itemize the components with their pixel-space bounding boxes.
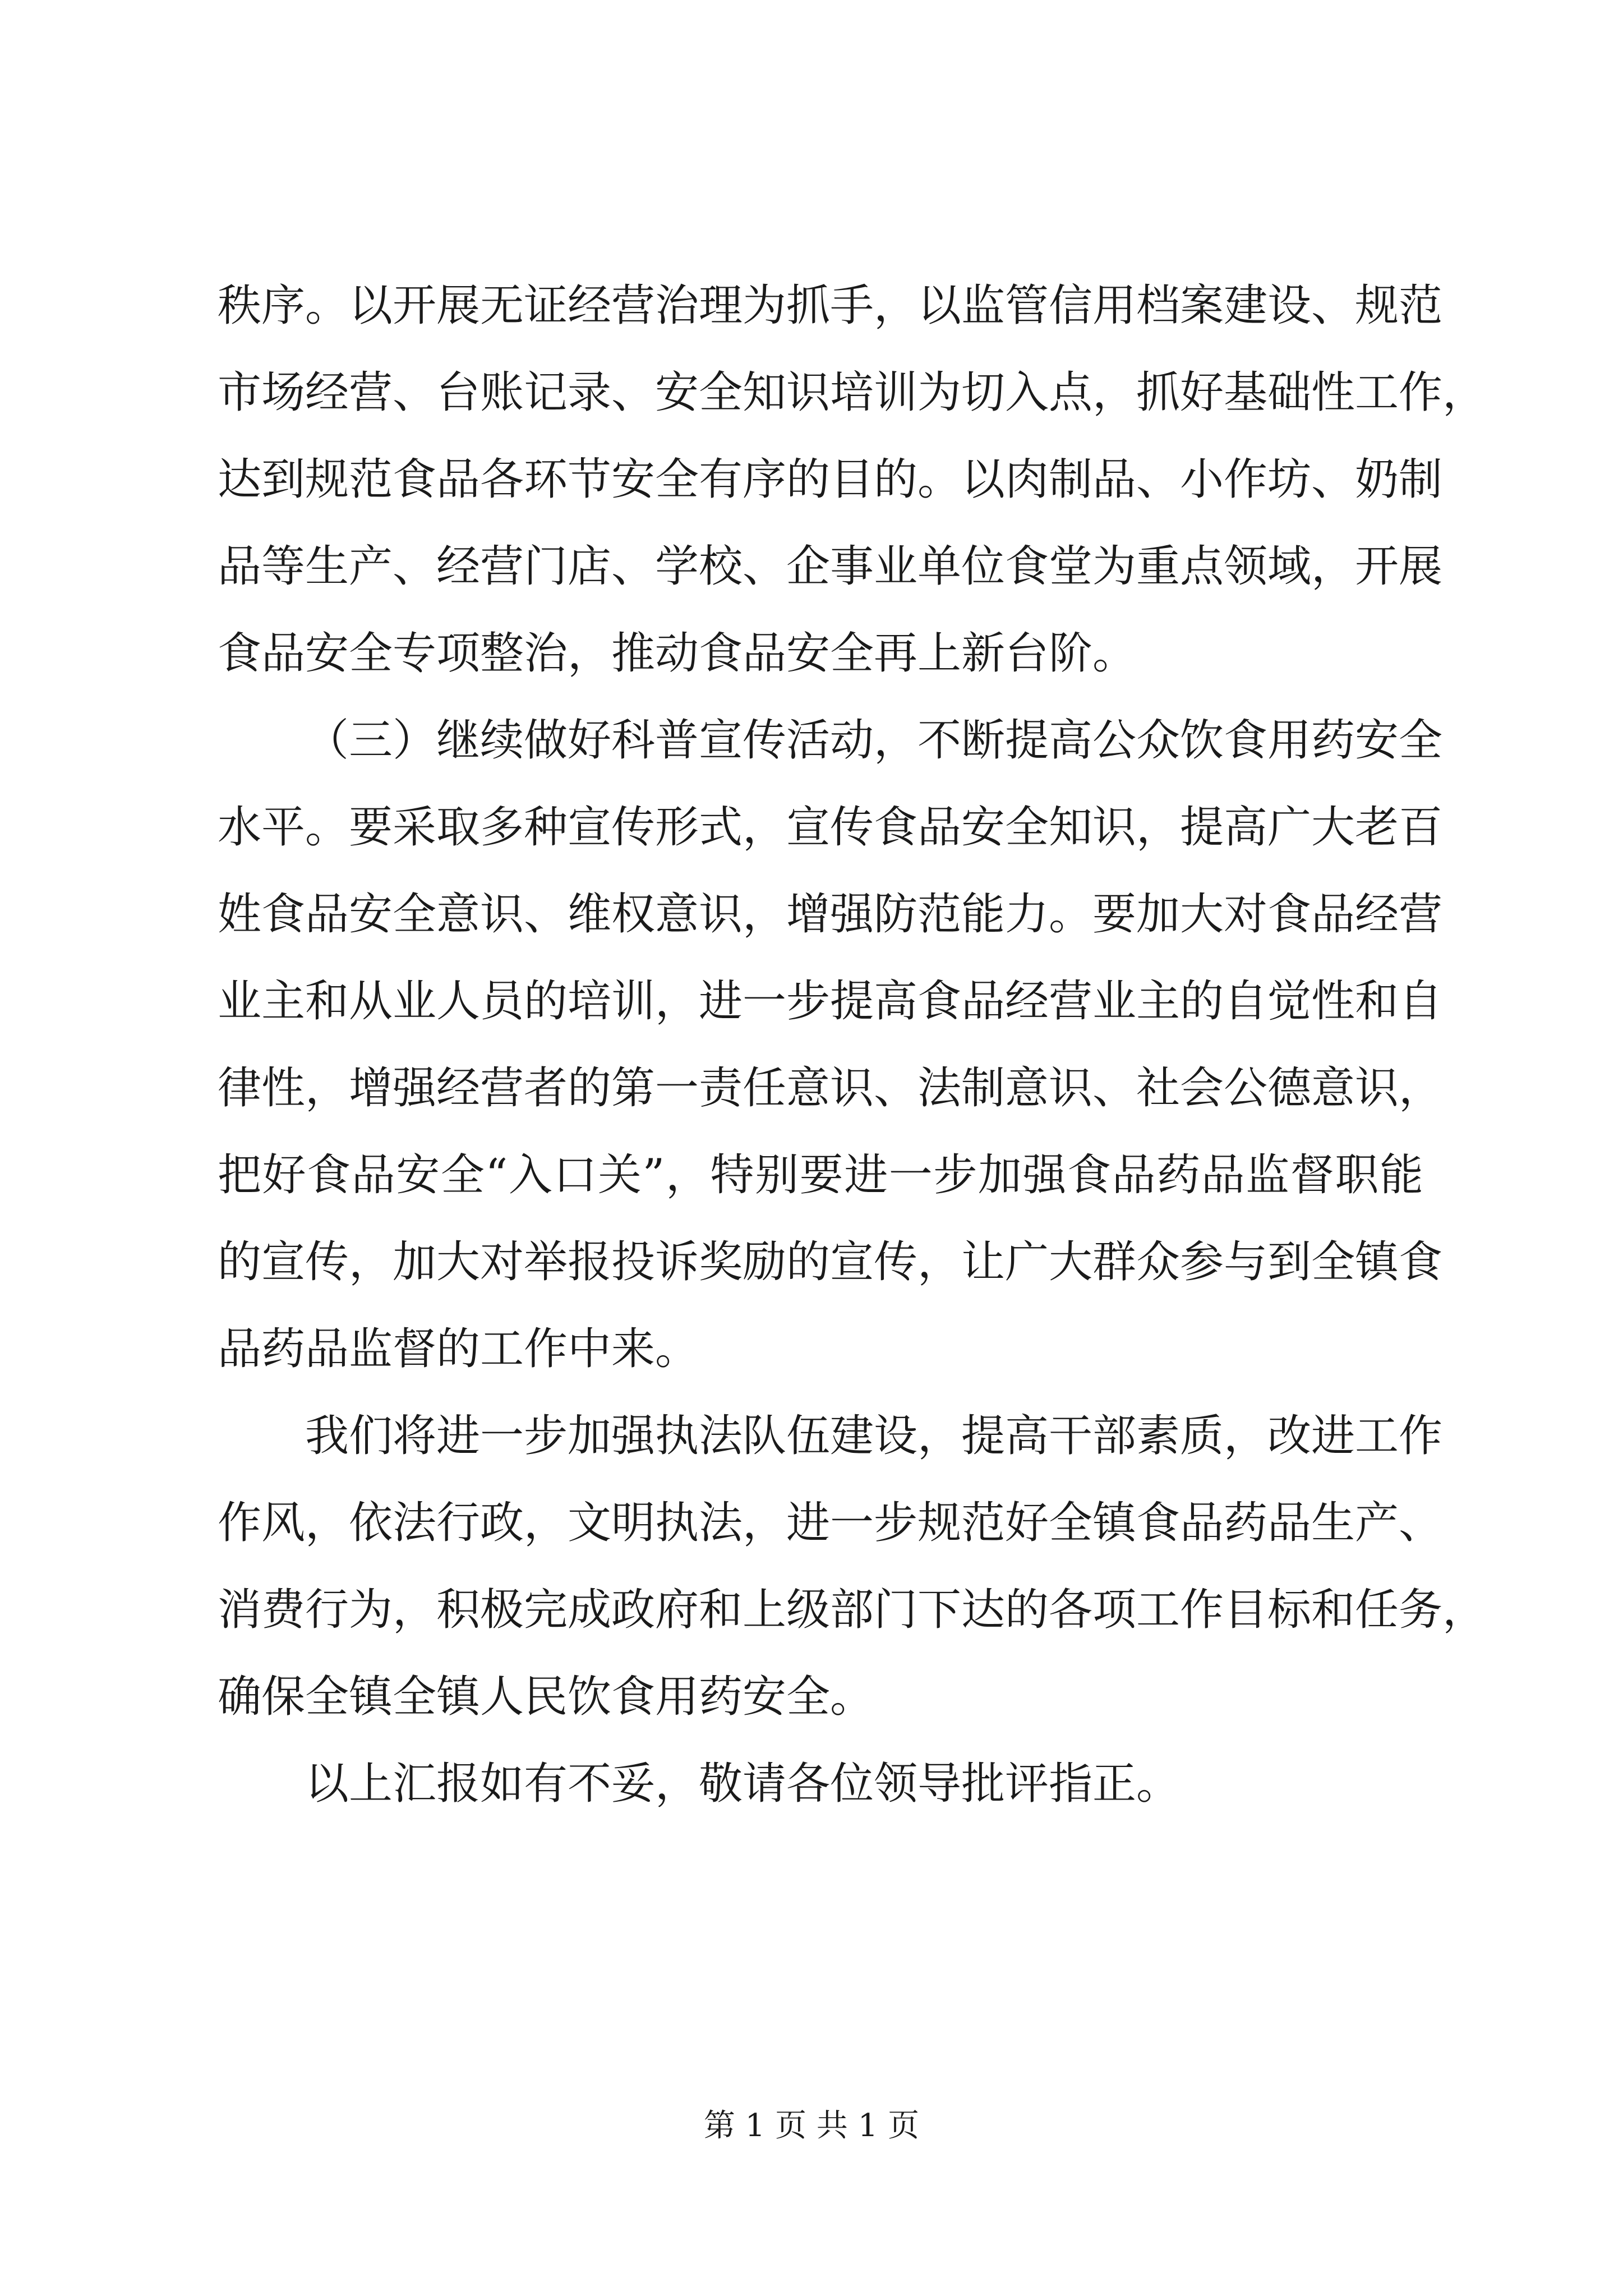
text-line: 的宣传，加大对举报投诉奖励的宣传，让广大群众参与到全镇食 [218, 1237, 1443, 1287]
text-line: 姓食品安全意识、维权意识，增强防范能力。要加大对食品经营 [218, 889, 1443, 940]
text-line: 把好食品安全“入口关”，特别要进一步加强食品药品监督职能 [218, 1150, 1423, 1200]
text-line: 食品安全专项整治，推动食品安全再上新台阶。 [218, 628, 1137, 679]
text-line: 品药品监督的工作中来。 [218, 1324, 699, 1374]
text-line: 水平。要采取多种宣传形式，宣传食品安全知识，提高广大老百 [218, 802, 1443, 853]
text-line: 消费行为，积极完成政府和上级部门下达的各项工作目标和任务， [218, 1585, 1487, 1635]
text-line: 品等生产、经营门店、学校、企事业单位食堂为重点领域，开展 [218, 541, 1443, 592]
text-line: 我们将进一步加强执法队伍建设，提高干部素质，改进工作 [305, 1411, 1443, 1461]
text-line: 市场经营、台账记录、安全知识培训为切入点，抓好基础性工作， [218, 367, 1487, 418]
text-line: 律性，增强经营者的第一责任意识、法制意识、社会公德意识， [218, 1063, 1443, 1114]
text-line: 秩序。以开展无证经营治理为抓手，以监管信用档案建设、规范 [218, 280, 1443, 331]
text-line: 确保全镇全镇人民饮食用药安全。 [218, 1672, 874, 1722]
text-line: （三）继续做好科普宣传活动，不断提高公众饮食用药安全 [305, 715, 1443, 766]
text-line: 达到规范食品各环节安全有序的目的。以肉制品、小作坊、奶制 [218, 454, 1443, 505]
body-text [218, 263, 1487, 1828]
page-number: 第 1 页 共 1 页 [703, 2108, 920, 2144]
text-line: 业主和从业人员的培训，进一步提高食品经营业主的自觉性和自 [218, 976, 1443, 1027]
text-line: 以上汇报如有不妥，敬请各位领导批评指正。 [305, 1759, 1181, 1809]
text-line: 作风，依法行政，文明执法，进一步规范好全镇食品药品生产、 [218, 1498, 1443, 1548]
page-footer [0, 2104, 1623, 2148]
